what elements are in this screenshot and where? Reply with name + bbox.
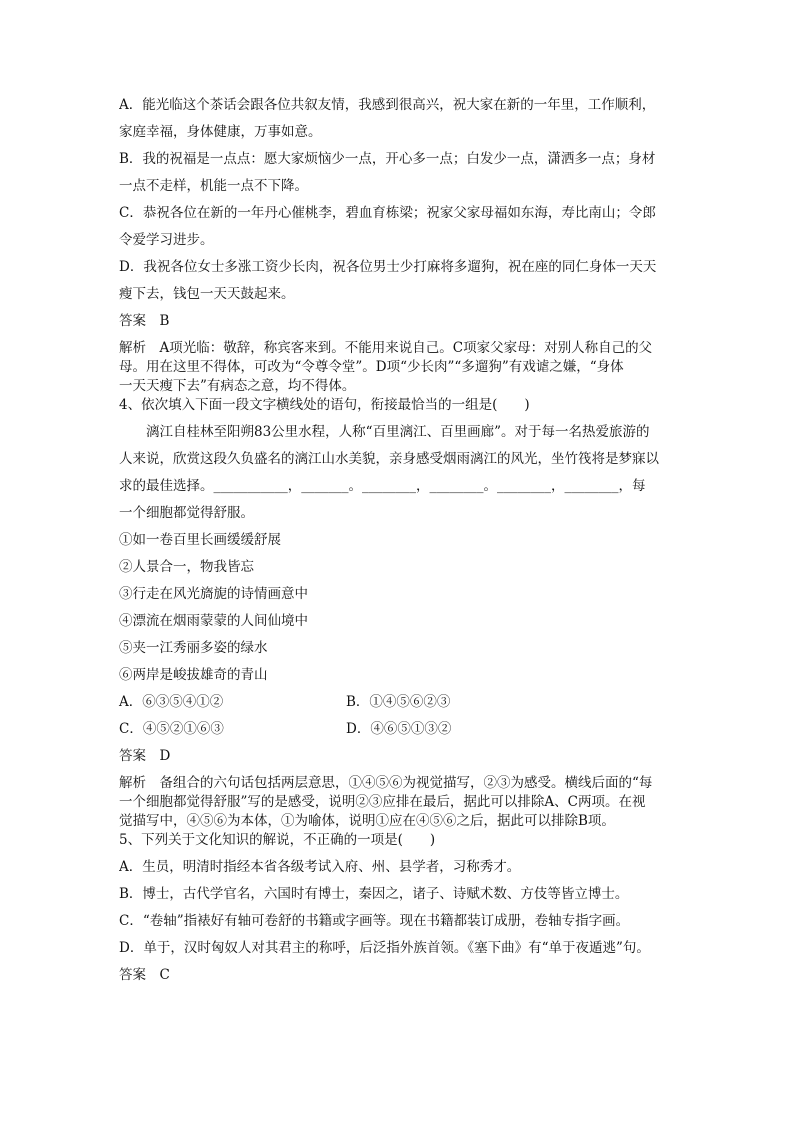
q4-choice-a: A．⑥③⑤④①②	[119, 694, 224, 710]
text-line: 人来说，欣赏这段久负盛名的漓江山水美貌，亲身感受烟雨漓江的风光，坐竹筏将是梦寐以	[119, 451, 659, 467]
document-page	[119, 92, 679, 989]
text-line: 家庭幸福，身体健康，万事如意。	[119, 124, 322, 140]
text-line: 母。用在这里不得体，可改为“令尊令堂”。D项“少长肉”“多遛狗”有戏谑之嫌，“身体	[119, 359, 624, 375]
q4-choices-row-2	[119, 716, 679, 743]
q5-option-b: B．博士，古代学官名，六国时有博士，秦因之，诸子、诗赋术数、方伎等皆立博士。	[119, 886, 629, 902]
q4-items	[119, 527, 679, 689]
text-line: B．我的祝福是一点点：愿大家烦恼少一点，开心多一点；白发少一点，潇洒多一点；身材	[119, 151, 656, 167]
text-line: 一点不走样，机能一点不下降。	[119, 178, 308, 194]
q4-passage	[119, 419, 679, 527]
q4-answer: 答案 D	[119, 748, 171, 764]
text-line: 一个细胞都觉得舒服。	[119, 505, 254, 521]
text-line: C．恭祝各位在新的一年丹心催桃李，碧血育栋梁；祝家父家母福如东海，寿比南山；令郎	[119, 205, 656, 221]
q4-analysis	[119, 774, 679, 831]
list-item: ⑥两岸是峻拔雄奇的青山	[119, 667, 268, 683]
q4-choice-b: B．①④⑤⑥②③	[346, 694, 451, 710]
q3-answer: 答案 B	[119, 313, 170, 329]
text-line: 瘦下去，钱包一天天鼓起来。	[119, 286, 295, 302]
list-item: ⑤夹一江秀丽多姿的绿水	[119, 640, 268, 656]
q4-stem: 4、依次填入下面一段文字横线处的语句，衔接最恰当的一组是( )	[119, 397, 530, 413]
q5-option-d: D．单于，汉时匈奴人对其君主的称呼，后泛指外族首领。《塞下曲》有“单于夜遁逃”句。	[119, 940, 650, 956]
list-item: ①如一卷百里长画缓缓舒展	[119, 532, 281, 548]
text-line: 解析 A项光临：敬辞，称宾客来到。不能用来说自己。C项家父家母：对别人称自己的父	[119, 340, 653, 356]
text-line: 求的最佳选择。___________，_______。________，________。________，________，每	[119, 478, 646, 494]
text-line: 漓江自桂林至阳朔83公里水程，人称“百里漓江、百里画廊”。对于每一名热爱旅游的	[146, 424, 650, 440]
text-line: 觉描写中，④⑤⑥为本体，①为喻体，说明①应在④⑤⑥之后，据此可以排除B项。	[119, 813, 615, 829]
q3-option-d	[119, 254, 679, 308]
text-line: D．我祝各位女士多涨工资少长肉，祝各位男士少打麻将多遛狗，祝在座的同仁身体一天天	[119, 259, 657, 275]
text-line: 解析 备组合的六句话包括两层意思，①④⑤⑥为视觉描写，②③为感受。横线后面的“每	[119, 775, 653, 791]
text-line: 一天天瘦下去”有病态之意，均不得体。	[119, 378, 356, 394]
q3-option-b	[119, 146, 679, 200]
q3-option-c	[119, 200, 679, 254]
q3-analysis	[119, 339, 679, 396]
q5-option-c: C．“卷轴”指裱好有轴可卷舒的书籍或字画等。现在书籍都装订成册，卷轴专指字画。	[119, 913, 630, 929]
q3-option-a	[119, 92, 679, 146]
text-line: 令爱学习进步。	[119, 232, 214, 248]
q5-answer: 答案 C	[119, 967, 170, 983]
text-line: A．能光临这个茶话会跟各位共叙友情，我感到很高兴，祝大家在新的一年里，工作顺利，	[119, 97, 656, 113]
list-item: ②人景合一，物我皆忘	[119, 559, 254, 575]
q4-choices-row-1	[119, 689, 679, 716]
text-line: 一个细胞都觉得舒服”写的是感受，说明②③应排在最后，据此可以排除A、C两项。在视	[119, 794, 646, 810]
list-item: ④漂流在烟雨蒙蒙的人间仙境中	[119, 613, 308, 629]
q4-choice-d: D．④⑥⑤①③②	[346, 721, 452, 737]
q5-option-a: A．生员，明清时指经本省各级考试入府、州、县学者，习称秀才。	[119, 859, 521, 875]
list-item: ③行走在风光旖旎的诗情画意中	[119, 586, 308, 602]
q5-options	[119, 854, 679, 962]
q4-choice-c: C．④⑤②①⑥③	[119, 721, 224, 737]
q5-stem: 5、下列关于文化知识的解说，不正确的一项是( )	[119, 832, 436, 848]
